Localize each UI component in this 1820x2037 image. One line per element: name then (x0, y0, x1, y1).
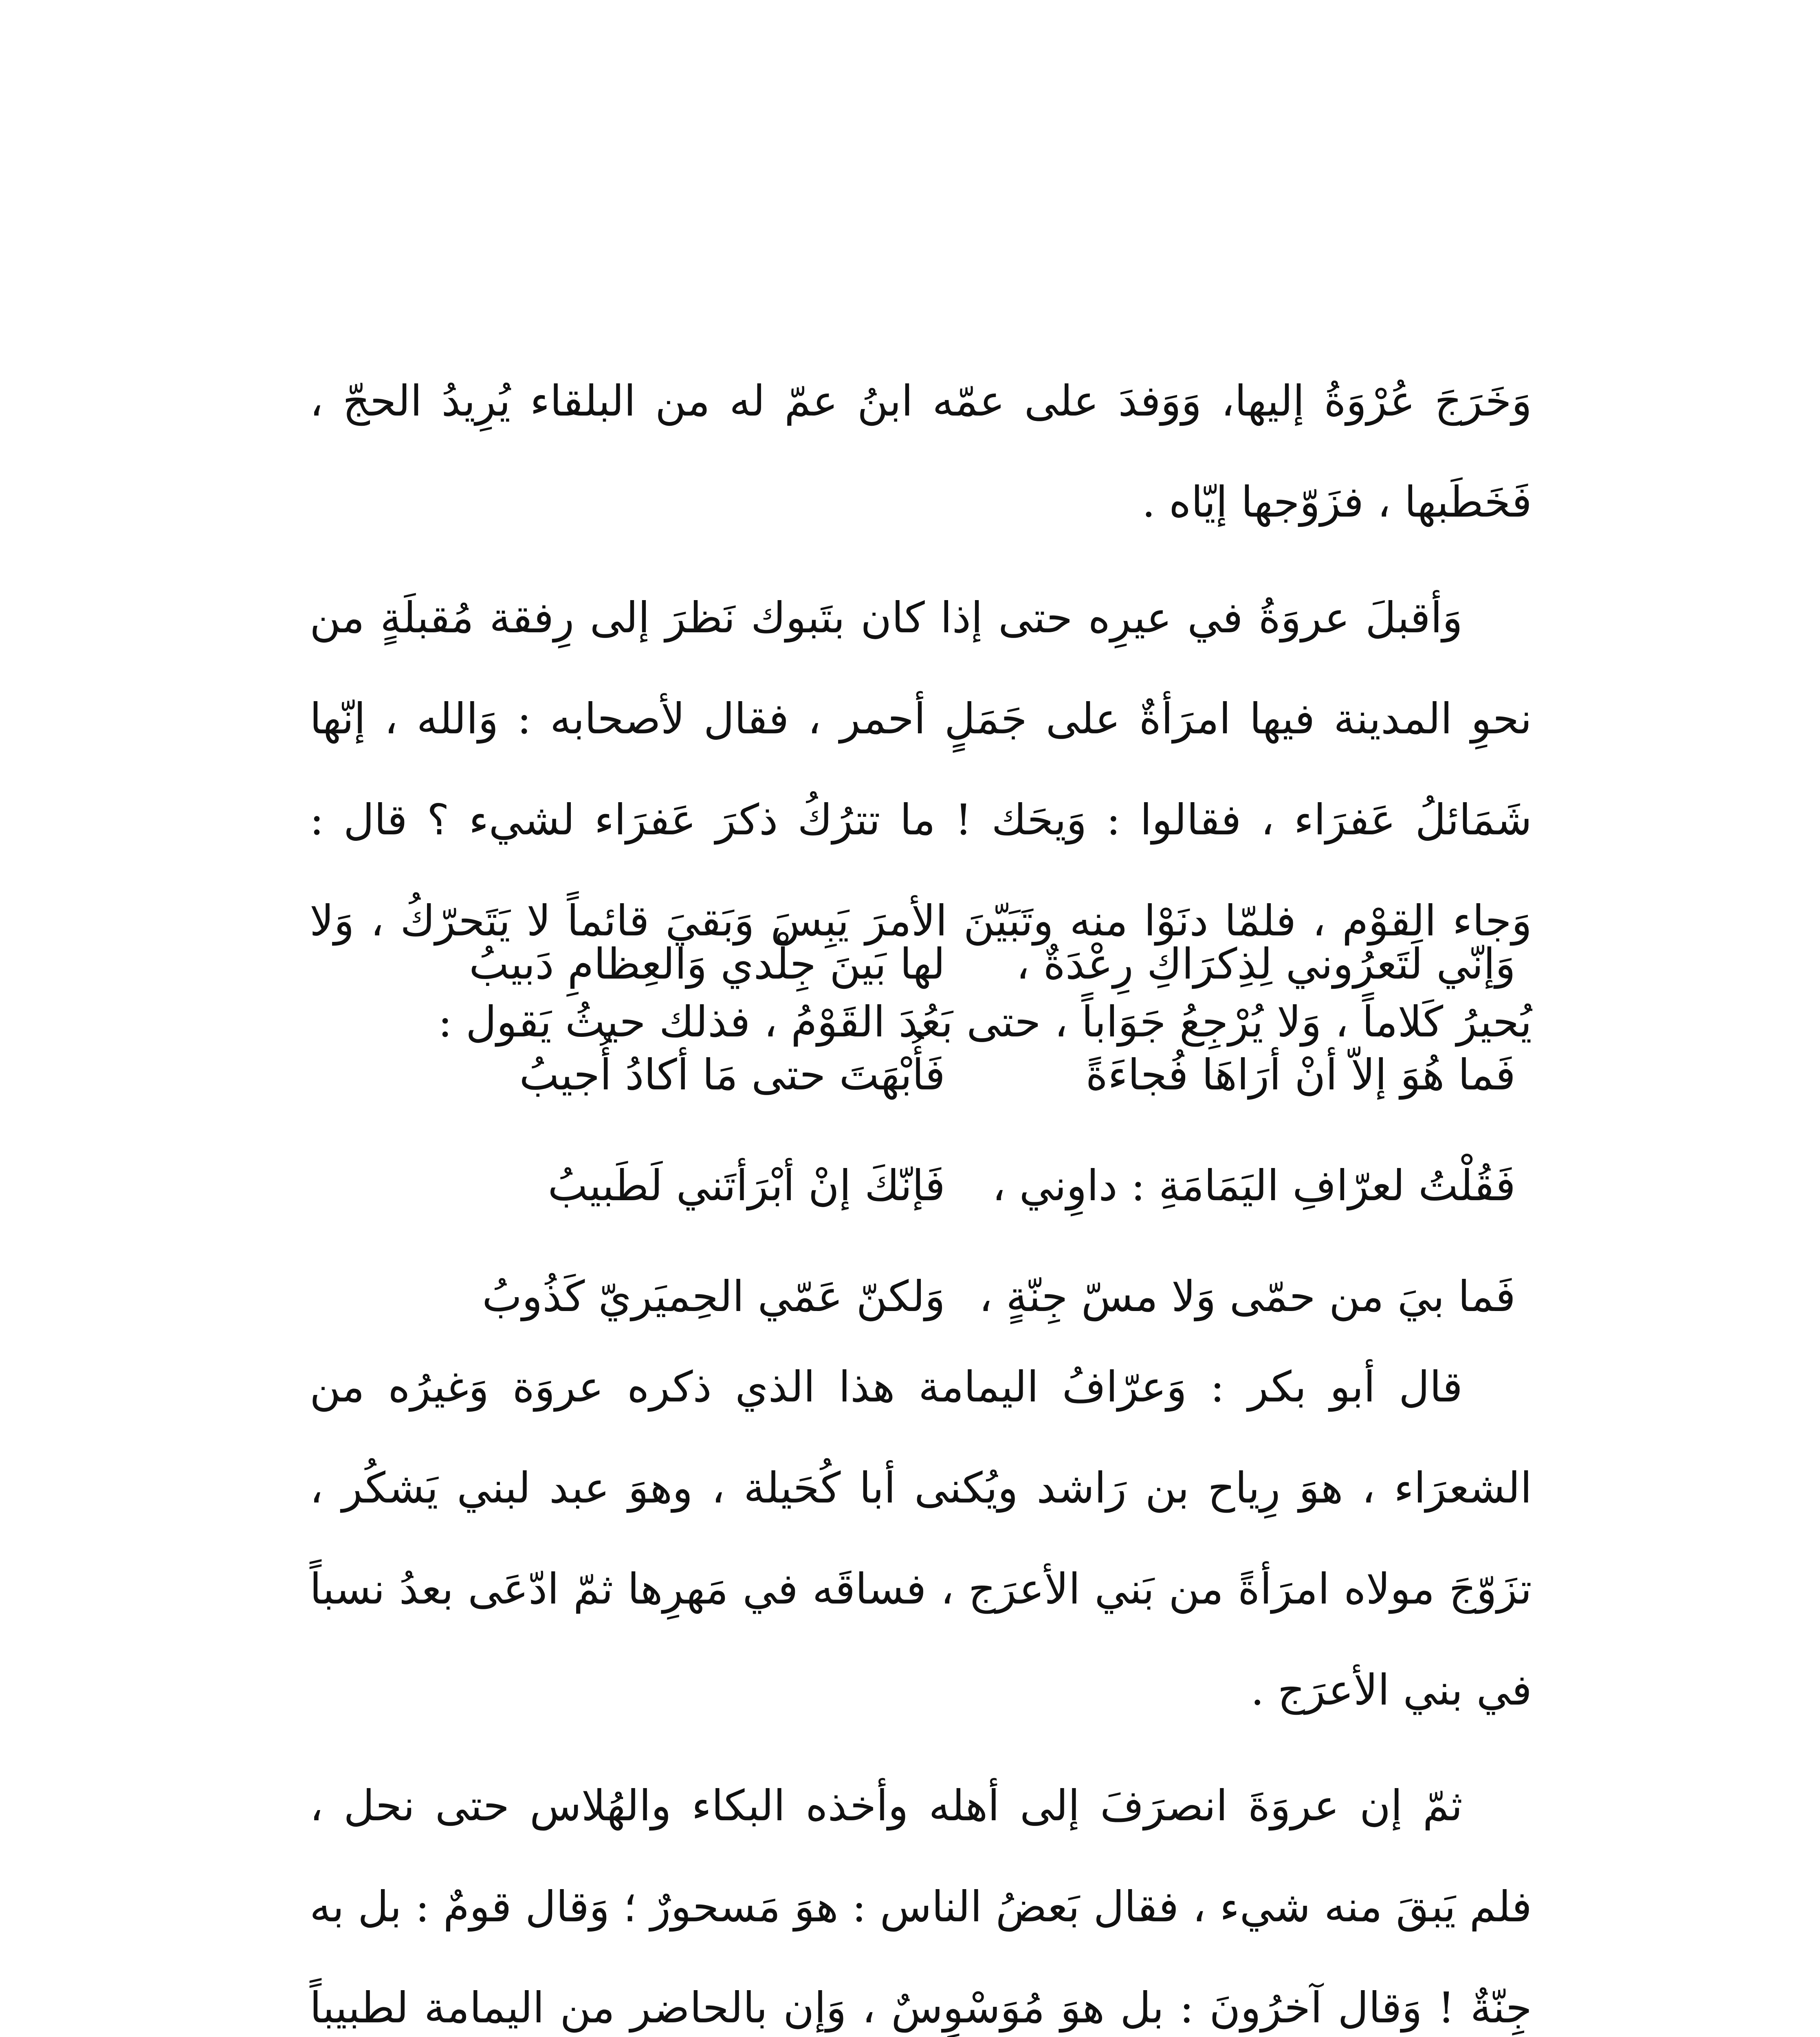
poem-verses (334, 909, 1516, 1352)
paragraph-2: وَأقبلَ عروَةُ في عيرِه حتى إذا كان بتَبوك نَظرَ إلى رِفقة مُقبلَةٍ من نحوِ المدينة فيها امرَأةٌ على جَمَلٍ أحمر ، فقال لأصحابه : وَالله ، إنّها شَمَائلُ عَفرَاء ، فقالوا : وَيحَك ! ما تترُكُ ذكرَ عَفرَاء لشيء ؟ قال : وَجاء القوْم ، فلمّا دنَوْا منه وتَبَيّنَ الأمرَ يَبِسَ وَبَقيَ قائماً لا يَتَحرّكُ ، وَلا يُحيرُ كَلاماً ، وَلا يُرْجِعُ جَوَاباً ، حتى بَعُدَ القَوْمُ ، فذلك حيثُ يَقول : (310, 593, 1532, 1047)
paragraph-4: ثمّ إن عروَةَ انصرَفَ إلى أهله وأخذه البكاء والهُلاس حتى نحل ، فلم يَبقَ منه شيء ، فقال بَعضُ الناس : هوَ مَسحورٌ ؛ وَقال قومٌ : بل به جِنّةٌ ! وَقال آخرُونَ : بل هوَ مُوَسْوِسٌ ، وَإن بالحاضر من اليمامة لطبيباً (310, 1781, 1532, 2033)
verse-first-hemistich: فَما بيَ من حمّى وَلا مسّ جِنّةٍ ، (979, 1271, 1516, 1321)
verse-second-hemistich: وَلكنّ عَمّي الحِميَريّ كَذُوبُ (482, 1271, 945, 1321)
verse-second-hemistich: فَأُبْهَتَ حتى مَا أكادُ أُجيبُ (519, 1050, 945, 1100)
verse-second-hemistich: فَإنّكَ إنْ أبْرَأتَني لَطَبيبُ (548, 1161, 945, 1210)
verse-second-hemistich: لها بَينَ جِلْدي وَالعِظامِ دَبيبُ (469, 939, 945, 989)
verse-row (334, 1241, 1516, 1352)
body-text-bottom (310, 1336, 1532, 2037)
verse-row (334, 909, 1516, 1019)
verse-row (334, 1130, 1516, 1241)
verse-first-hemistich: وَإنّي لَتَعرُوني لِذِكرَاكِ رِعْدَةٌ ، (1016, 939, 1516, 989)
verse-first-hemistich: فَقُلْتُ لعرّافِ اليَمَامَةِ : داوِني ، (992, 1161, 1516, 1210)
verse-row (334, 1019, 1516, 1130)
paragraph-3: قال أبو بكر : وَعرّافُ اليمامة هذا الذي ذكره عروَة وَغيرُه من الشعرَاء ، هوَ رِياح بن رَاشد ويُكنى أبا كُحَيلة ، وهوَ عبد لبني يَشكُر ، تزَوّجَ مولاه امرَأةً من بَني الأعرَج ، فساقَه في مَهرِها ثمّ ادّعَى بعدُ نسباً في بني الأعرَج . (310, 1362, 1532, 1715)
verse-first-hemistich: فَما هُوَ إلاّ أنْ أرَاهَا فُجاءَةً (1085, 1050, 1516, 1100)
paragraph-1: وَخَرَجَ عُرْوَةُ إليها، وَوَفدَ على عمّه ابنُ عمّ له من البلقاء يُرِيدُ الحجّ ، فَخَطَبها ، فزَوّجها إيّاه . (310, 376, 1532, 527)
